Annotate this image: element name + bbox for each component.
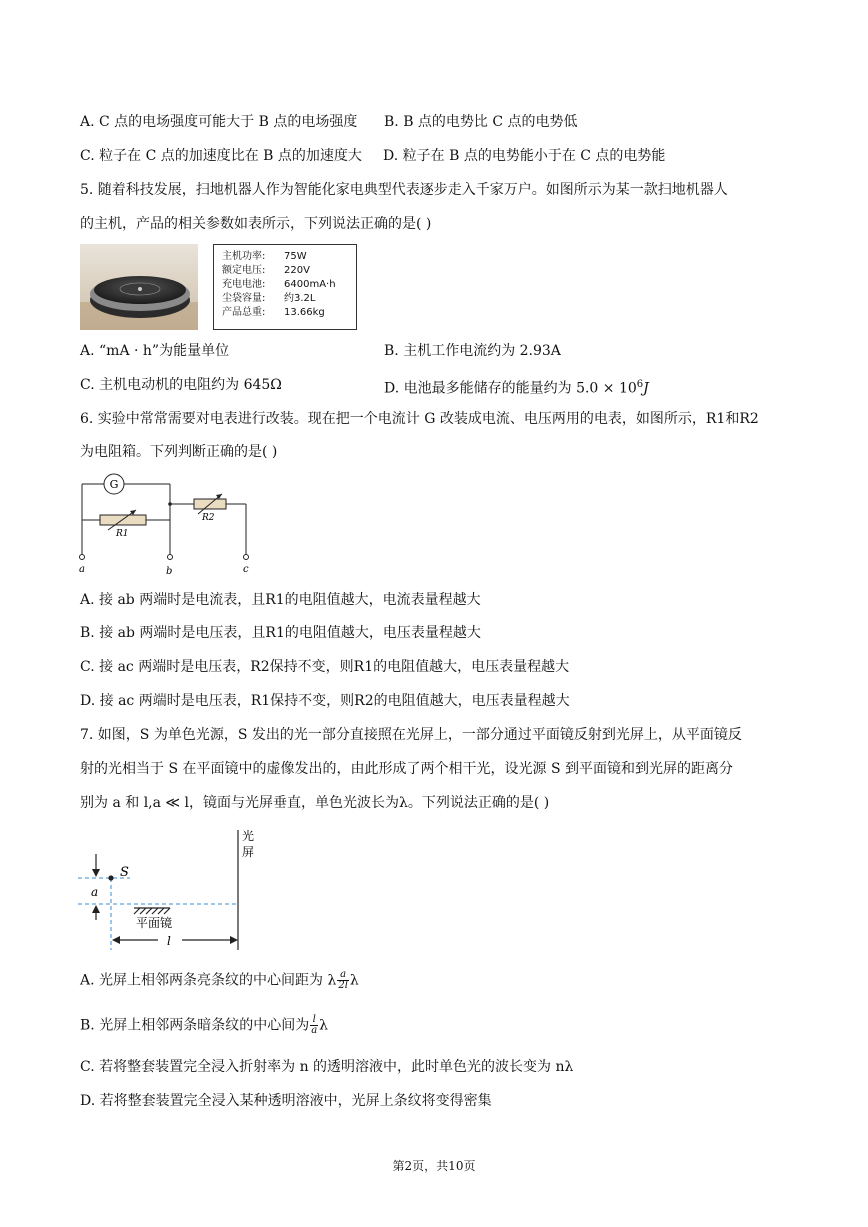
optics-diagram [78,826,268,956]
fraction: $\frac{a}{2l}$ [338,969,348,991]
fraction: $\frac{l}{a}$ [311,1014,318,1036]
circuit-diagram [74,470,264,580]
q7-option-d: D. 若将整套装置完全浸入某种透明溶液中，光屏上条纹将变得密集 [80,1093,492,1109]
q6-stem-line2: 为电阻箱。下列判断正确的是( ) [80,444,278,460]
lambda-symbol: λ [349,972,359,989]
q6-stem-line1: 6. 实验中常常需要对电表进行改装。现在把一个电流计 G 改装成电流、电压两用的电表，如图所示，R1和R2 [80,411,759,427]
optics-label-a: a [91,885,99,899]
q7-option-b: B. 光屏上相邻两条暗条纹的中心间为 $\frac{l}{a}$ λ [80,1014,329,1036]
circuit-label-r1: R1 [116,529,129,539]
spec-row: 尘袋容量: 约3.2L [222,293,316,304]
circuit-label-r2: R2 [202,513,215,523]
q6-option-c: C. 接 ac 两端时是电压表，R2保持不变，则R1的电阻值越大，电压表量程越大 [80,659,570,675]
q5-option-d: D. 电池最多能储存的能量约为 $5.0 \times 10^6J$ [384,379,649,397]
spec-row: 产品总重: 13.66kg [222,307,325,318]
q5-stem-line2: 的主机，产品的相关参数如表所示，下列说法正确的是( ) [80,216,432,232]
screen-label-bottom: 屏 [242,845,255,859]
spec-row: 主机功率: 75W [222,251,307,262]
q7-option-c: C. 若将整套装置完全浸入折射率为 n 的透明溶液中，此时单色光的波长变为 nλ [80,1059,574,1075]
optics-label-s: S [120,865,129,880]
q5-option-b: B. 主机工作电流约为 2.93A [384,343,561,359]
q5-option-a: A. “mA · h”为能量单位 [80,343,230,359]
spec-table [213,244,357,330]
optics-label-l: l [167,934,171,948]
circuit-label-c: c [243,564,249,575]
q6-option-a: A. 接 ab 两端时是电流表，且R1的电阻值越大，电流表量程越大 [80,592,481,608]
q7-stem-line1: 7. 如图，S 为单色光源，S 发出的光一部分直接照在光屏上，一部分通过平面镜反射到光屏上，从平面镜反 [80,727,742,743]
q5-option-c: C. 主机电动机的电阻约为 645Ω [80,377,282,393]
circuit-label-b: b [166,566,173,577]
q6-option-b: B. 接 ab 两端时是电压表，且R1的电阻值越大，电压表量程越大 [80,625,481,641]
q5-stem-line1: 5. 随着科技发展，扫地机器人作为智能化家电典型代表逐步走入千家万户。如图所示为某一款扫地机器人 [80,182,728,198]
q4-option-a: A. C 点的电场强度可能大于 B 点的电场强度 [80,114,358,130]
q6-option-d: D. 接 ac 两端时是电压表，R1保持不变，则R2的电阻值越大，电压表量程越大 [80,693,570,709]
q4-option-b: B. B 点的电势比 C 点的电势低 [384,114,578,130]
page-footer: 第2页，共10页 [392,1159,476,1173]
q7-option-a: A. 光屏上相邻两条亮条纹的中心间距为 λ $\frac{a}{2l}$ λ [80,969,359,991]
spec-row: 额定电压: 220V [222,265,310,276]
spec-row: 充电电池: 6400mA·h [222,279,336,290]
q7-stem-line3: 别为 a 和 l,a ≪ l，镜面与光屏垂直，单色光波长为λ。下列说法正确的是( ) [80,795,550,811]
screen-label-top: 光 [242,829,255,843]
circuit-label-a: a [79,564,85,575]
q4-option-d: D. 粒子在 B 点的电势能小于在 C 点的电势能 [383,148,666,164]
circuit-label-g: G [109,478,119,491]
lambda-symbol: λ [327,972,337,989]
robot-vacuum-image [80,244,198,330]
q7-stem-line2: 射的光相当于 S 在平面镜中的虚像发出的，由此形成了两个相干光，设光源 S 到平面镜和到光屏的距离分 [80,761,733,777]
q4-option-c: C. 粒子在 C 点的加速度比在 B 点的加速度大 [80,148,362,164]
mirror-label: 平面镜 [136,916,173,930]
